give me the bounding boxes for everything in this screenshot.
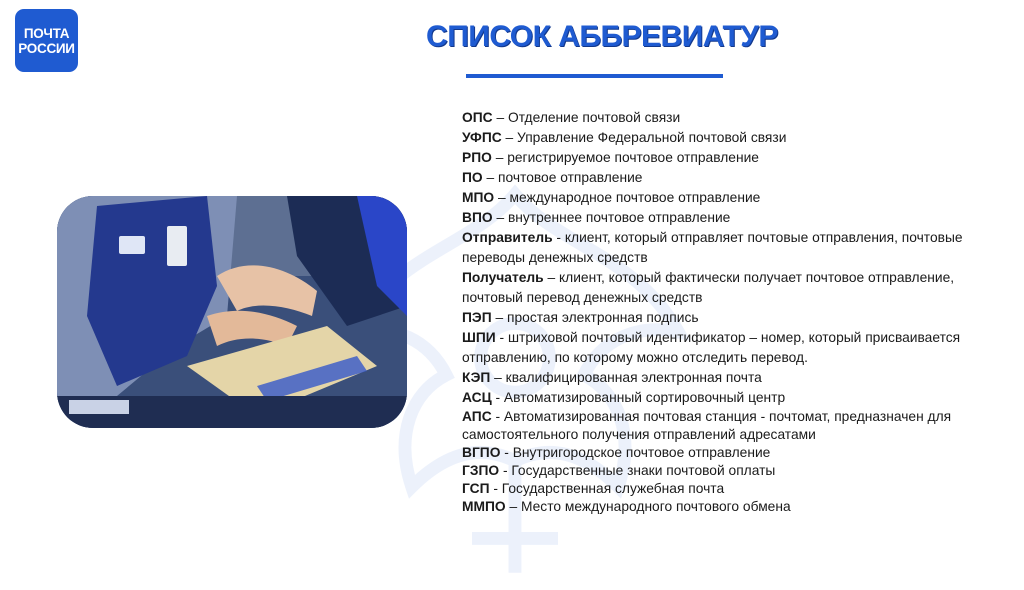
list-item: ВГПО - Внутригородское почтовое отправление bbox=[462, 445, 771, 460]
list-item: ПО – почтовое отправление bbox=[462, 170, 643, 185]
list-item: ВПО – внутреннее почтовое отправление bbox=[462, 210, 731, 225]
list-item: АСЦ - Автоматизированный сортировочный центр bbox=[462, 390, 786, 405]
list-item: Отправитель - клиент, который отправляет почтовые отправления, почтовые переводы денежных средств bbox=[462, 230, 963, 265]
logo-line-1: ПОЧТА bbox=[23, 25, 70, 41]
page-title: СПИСОК АББРЕВИАТУР bbox=[426, 20, 778, 53]
list-item: ШПИ - штриховой почтовый идентификатор – номер, который присваивается отправлению, по которому можно отследить перевод. bbox=[462, 330, 961, 365]
abbreviation-list bbox=[462, 108, 982, 516]
title-underline bbox=[466, 74, 723, 78]
photo-illustration bbox=[57, 196, 407, 428]
list-item: УФПС – Управление Федеральной почтовой связи bbox=[462, 130, 787, 145]
list-item: КЭП – квалифицированная электронная почта bbox=[462, 370, 762, 385]
pochta-rossii-logo bbox=[15, 9, 78, 72]
logo-line-2: РОССИИ bbox=[18, 40, 75, 56]
list-item: АПС - Автоматизированная почтовая станция - почтомат, предназначен для самостоятельного получения отправлений адресатами bbox=[462, 409, 952, 442]
postal-worker-photo bbox=[57, 196, 407, 428]
list-item: ММПО – Место международного почтового обмена bbox=[462, 499, 791, 514]
list-item: Получатель – клиент, который фактически получает почтовое отправление, почтовый перевод денежных средств bbox=[462, 270, 955, 305]
list-item: ПЭП – простая электронная подпись bbox=[462, 310, 699, 325]
list-item: РПО – регистрируемое почтовое отправление bbox=[462, 150, 759, 165]
list-item: МПО – международное почтовое отправление bbox=[462, 190, 761, 205]
list-item: ГЗПО - Государственные знаки почтовой оплаты bbox=[462, 463, 776, 478]
list-item: ГСП - Государственная служебная почта bbox=[462, 481, 725, 496]
list-item: ОПС – Отделение почтовой связи bbox=[462, 110, 681, 125]
